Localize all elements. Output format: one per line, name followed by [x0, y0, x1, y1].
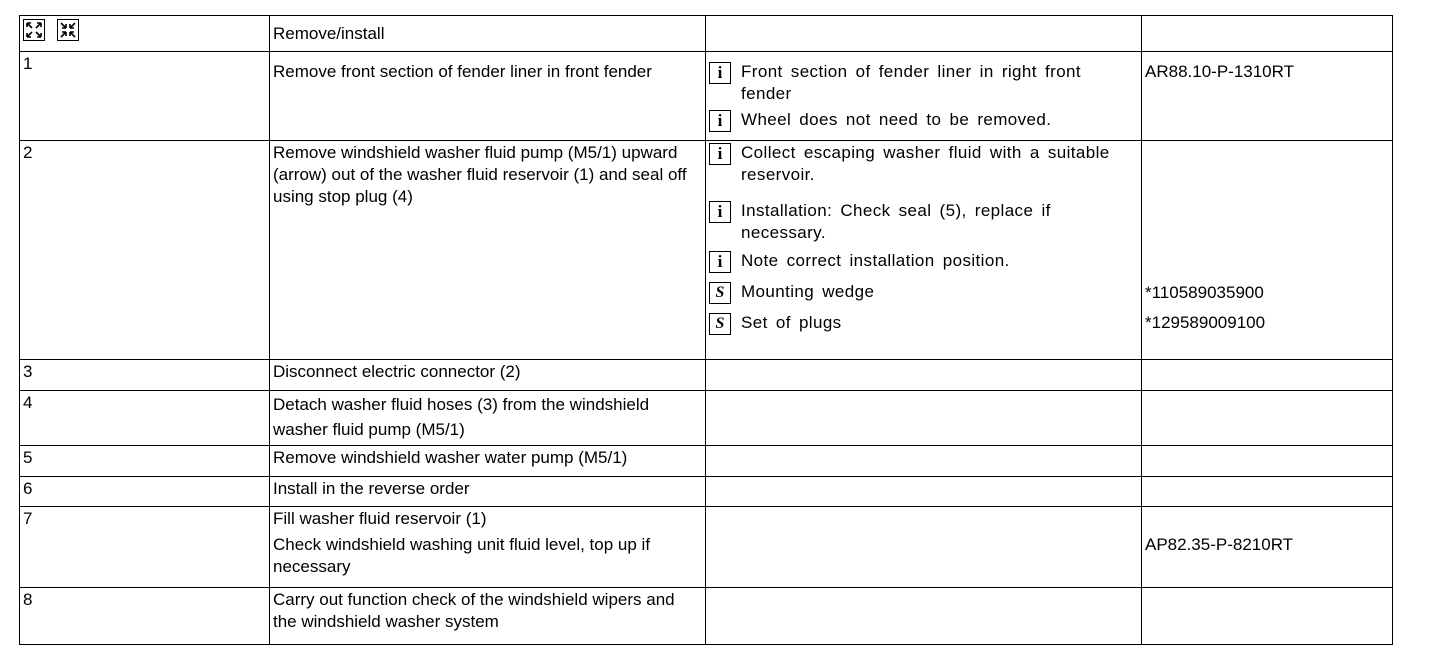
info-icon[interactable]: i	[709, 62, 731, 84]
step-refs	[1142, 507, 1393, 588]
table-row	[20, 141, 1393, 360]
table-row	[20, 391, 1393, 446]
info-icon[interactable]: i	[709, 143, 731, 165]
table-row	[20, 360, 1393, 391]
note-item	[709, 142, 1138, 186]
step-refs	[1142, 360, 1393, 391]
note-item	[709, 250, 1138, 273]
note-item	[709, 312, 1138, 335]
note-item	[709, 109, 1138, 132]
table-row	[20, 52, 1393, 141]
step-number: 3	[20, 360, 270, 391]
expand-icon[interactable]	[23, 19, 45, 41]
action-text: Disconnect electric connector (2)	[273, 362, 521, 381]
collapse-icon[interactable]	[57, 19, 79, 41]
step-number: 4	[20, 391, 270, 446]
note-item	[709, 281, 1138, 304]
step-notes	[706, 477, 1142, 507]
note-text: Front section of fender liner in right front fender	[741, 62, 1082, 103]
step-number: 5	[20, 446, 270, 477]
step-number: 7	[20, 507, 270, 588]
procedure-table	[19, 15, 1393, 645]
note-text: Collect escaping washer fluid with a suitable reservoir.	[741, 143, 1110, 184]
note-text: Installation: Check seal (5), replace if necessary.	[741, 201, 1051, 242]
step-action	[270, 477, 706, 507]
step-refs	[1142, 477, 1393, 507]
action-text: Remove front section of fender liner in front fender	[273, 62, 652, 81]
header-title: Remove/install	[270, 16, 706, 52]
action-text: Carry out function check of the windshield wipers and the windshield washer system	[273, 590, 675, 631]
step-refs	[1142, 446, 1393, 477]
note-item	[709, 61, 1138, 105]
info-icon[interactable]: i	[709, 201, 731, 223]
step-notes	[706, 588, 1142, 645]
note-text: Mounting wedge	[741, 282, 875, 301]
special-tool-icon[interactable]: S	[709, 313, 731, 335]
step-action	[270, 141, 706, 360]
action-text: Remove windshield washer fluid pump (M5/1) upward (arrow) out of the washer fluid reservoir (1) and seal off using stop plug (4)	[273, 143, 687, 206]
table-row	[20, 477, 1393, 507]
action-text: Install in the reverse order	[273, 479, 470, 498]
step-notes	[706, 141, 1142, 360]
header-refs-cell	[1142, 16, 1393, 52]
table-row	[20, 588, 1393, 645]
action-text: Remove windshield washer water pump (M5/1)	[273, 448, 628, 467]
document-ref-link[interactable]: AR88.10-P-1310RT	[1145, 62, 1294, 81]
step-number: 8	[20, 588, 270, 645]
step-notes	[706, 507, 1142, 588]
info-icon[interactable]: i	[709, 110, 731, 132]
action-text: Detach washer fluid hoses (3) from the windshield washer fluid pump (M5/1)	[273, 395, 650, 439]
step-action	[270, 360, 706, 391]
step-refs	[1142, 391, 1393, 446]
header-notes-cell	[706, 16, 1142, 52]
step-action	[270, 52, 706, 141]
step-number: 1	[20, 52, 270, 141]
step-number: 6	[20, 477, 270, 507]
action-text: Check windshield washing unit fluid level, top up if necessary	[273, 535, 651, 576]
tool-part-number[interactable]: *129589009100	[1145, 313, 1266, 332]
document-ref-link[interactable]: AP82.35-P-8210RT	[1145, 535, 1294, 554]
step-notes	[706, 52, 1142, 141]
step-notes	[706, 391, 1142, 446]
table-row	[20, 507, 1393, 588]
step-refs	[1142, 588, 1393, 645]
info-icon[interactable]: i	[709, 251, 731, 273]
note-text: Set of plugs	[741, 313, 842, 332]
step-number: 2	[20, 141, 270, 360]
tool-part-number[interactable]: *110589035900	[1145, 283, 1264, 302]
table-row	[20, 446, 1393, 477]
step-notes	[706, 360, 1142, 391]
action-text: Fill washer fluid reservoir (1)	[273, 509, 487, 528]
step-notes	[706, 446, 1142, 477]
table-header-row	[20, 16, 1393, 52]
special-tool-icon[interactable]: S	[709, 282, 731, 304]
step-refs	[1142, 141, 1393, 360]
header-icons-cell	[20, 16, 270, 52]
note-text: Note correct installation position.	[741, 251, 1010, 270]
note-item	[709, 200, 1138, 244]
step-action	[270, 588, 706, 645]
step-action	[270, 391, 706, 446]
step-action	[270, 446, 706, 477]
step-refs	[1142, 52, 1393, 141]
step-action	[270, 507, 706, 588]
note-text: Wheel does not need to be removed.	[741, 110, 1052, 129]
